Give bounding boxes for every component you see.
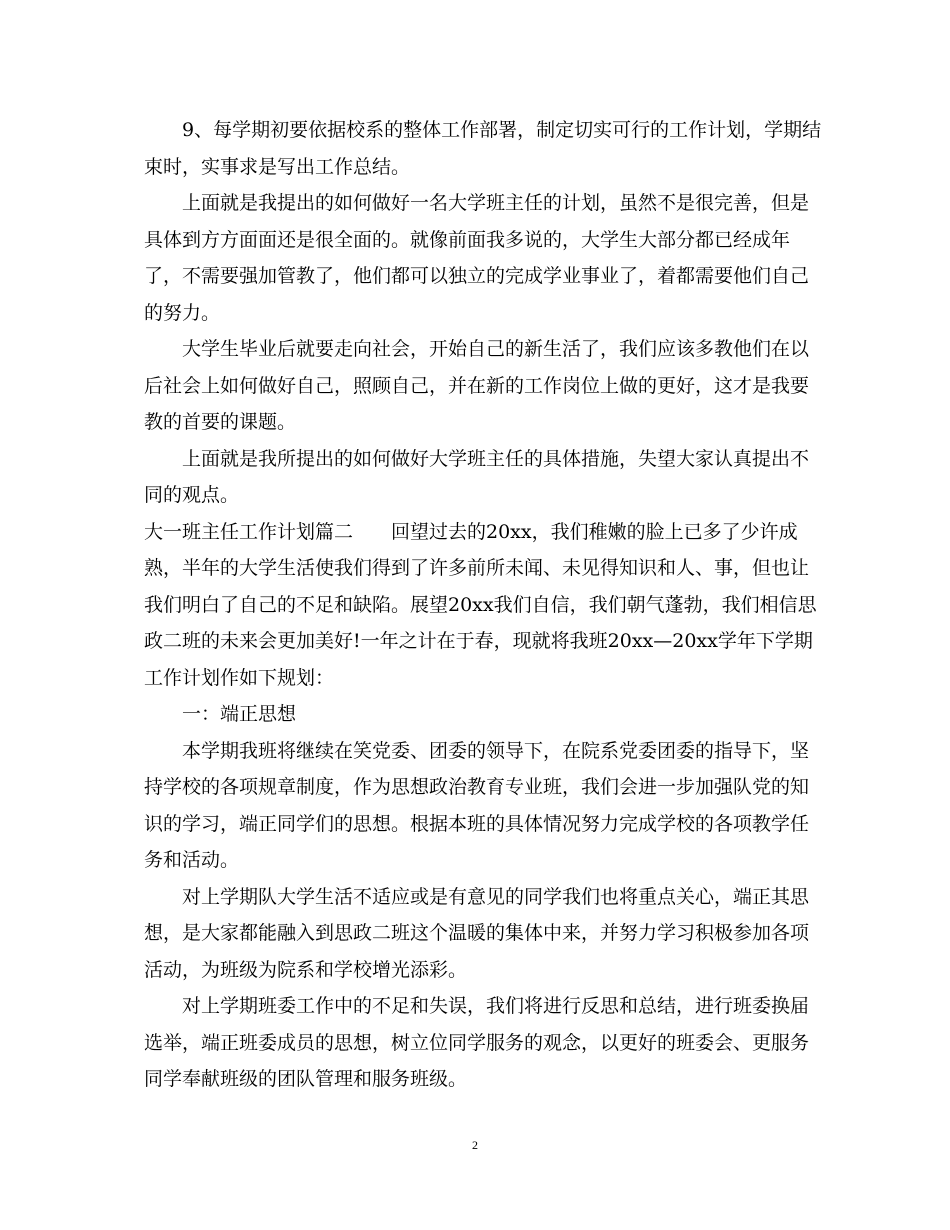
text-line: 本学期我班将继续在笑党委、团委的领导下，在院系党委团委的指导下，坚	[182, 739, 810, 762]
text-line: 我们明白了自己的不足和缺陷。展望20xx我们自信，我们朝气蓬勃，我们相信思	[144, 593, 817, 616]
text-line: 识的学习，端正同学们的思想。根据本班的具体情况努力完成学校的各项教学任	[144, 812, 810, 835]
text-line: 大学生毕业后就要走向社会，开始自己的新生活了，我们应该多教他们在以	[182, 338, 810, 360]
text-line: 选举，端正班委成员的思想，树立位同学服务的观念，以更好的班委会、更服务	[144, 1031, 810, 1054]
page-number: 2	[472, 1138, 478, 1152]
text-line: 教的首要的课题。	[144, 411, 297, 433]
text-line: 的努力。	[144, 301, 221, 324]
text-line: 上面就是我提出的如何做好一名大学班主任的计划，虽然不是很完善，但是	[182, 192, 810, 214]
text-line: 具体到方方面面还是很全面的。就像前面我多说的，大学生大部分都已经成年	[144, 228, 791, 251]
text-line: 对上学期班委工作中的不足和失误，我们将进行反思和总结，进行班委换届	[182, 995, 810, 1017]
section-heading-line: 大一班主任工作计划篇二 回望过去的20xx，我们稚嫩的脸上已多了少许成	[144, 520, 798, 543]
text-line: 活动，为班级为院系和学校增光添彩。	[144, 958, 468, 981]
text-line: 9、每学期初要依据校系的整体工作部署，制定切实可行的工作计划，学期结	[182, 119, 822, 141]
text-line: 工作计划作如下规划：	[144, 666, 335, 689]
text-line: 政二班的未来会更加美好!一年之计在于春，现就将我班20xx—20xx学年下学期	[144, 630, 813, 652]
text-line: 务和活动。	[144, 849, 240, 871]
text-line: 后社会上如何做好自己，照顾自己，并在新的工作岗位上做的更好，这才是我要	[144, 374, 810, 397]
text-line: 对上学期队大学生活不适应或是有意见的同学我们也将重点关心，端正其思	[182, 885, 810, 908]
text-line: 想，是大家都能融入到思政二班这个温暖的集体中来，并努力学习积极参加各项	[144, 922, 810, 944]
subheading-line: 一：端正思想	[182, 703, 297, 725]
document-body	[144, 112, 822, 1098]
text-line: 同的观点。	[144, 484, 240, 506]
text-line: 同学奉献班级的团队管理和服务班级。	[144, 1068, 468, 1090]
text-line: 了，不需要强加管教了，他们都可以独立的完成学业事业了，着都需要他们自己	[144, 265, 810, 287]
text-line: 束时，实事求是写出工作总结。	[144, 155, 411, 178]
text-line: 上面就是我所提出的如何做好大学班主任的具体措施，失望大家认真提出不	[182, 447, 810, 470]
text-line: 熟，半年的大学生活使我们得到了许多前所未闻、未见得知识和人、事，但也让	[144, 557, 810, 579]
text-line: 持学校的各项规章制度，作为思想政治教育专业班，我们会进一步加强队党的知	[144, 776, 810, 798]
